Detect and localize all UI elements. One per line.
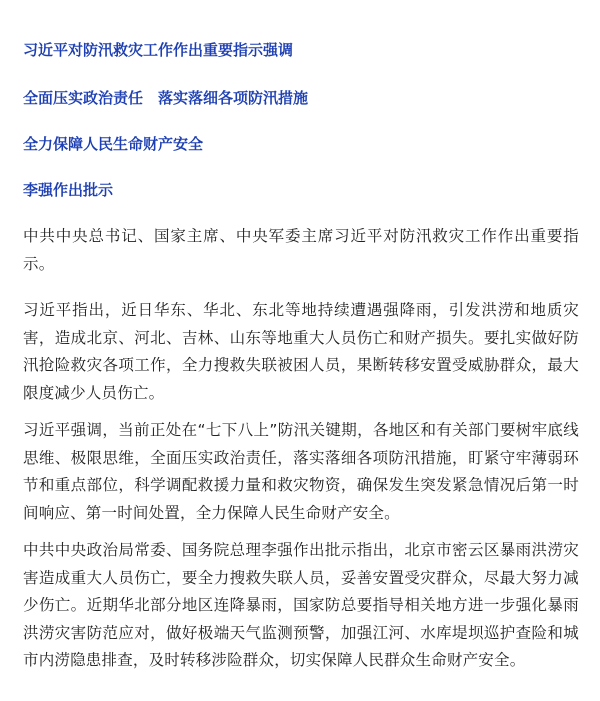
body-paragraph-3: 习近平强调，当前正处在“七下八上”防汛关键期，各地区和有关部门要树牢底线思维、极限思维，全面压实政治责任，落实落细各项防汛措施，盯紧守牢薄弱环节和重点部位，科学调配救援力量和救灾物资，确保发生突发紧急情况后第一时间响应、第一时间处置，全力保障人民生命财产安全。 — [23, 421, 579, 522]
headline-sub-2: 全力保障人民生命财产安全 — [23, 135, 204, 153]
headline-sub-1: 全面压实政治责任 落实落细各项防汛措施 — [23, 89, 309, 107]
body-paragraph-4: 中共中央政治局常委、国务院总理李强作出批示指出，北京市密云区暴雨洪涝灾害造成重大人员伤亡，要全力搜救失联人员，妥善安置受灾群众，尽最大努力减少伤亡。近期华北部分地区连降暴雨，国家防总要指导相关地方进一步强化暴雨洪涝灾害防范应对，做好极端天气监测预警，加强江河、水库堤坝巡护查险和城市内涝隐患排查，及时转移涉险群众，切实保障人民群众生命财产安全。 — [23, 541, 579, 669]
body-paragraph-1: 中共中央总书记、国家主席、中央军委主席习近平对防汛救灾工作作出重要指示。 — [23, 227, 579, 273]
body-paragraph-2: 习近平指出，近日华东、华北、东北等地持续遭遇强降雨，引发洪涝和地质灾害，造成北京、河北、吉林、山东等地重大人员伤亡和财产损失。要扎实做好防汛抢险救灾各项工作，全力搜救失联被困人员，果断转移安置受威胁群众，最大限度减少人员伤亡。 — [23, 301, 579, 402]
headline-main: 习近平对防汛救灾工作作出重要指示强调 — [23, 41, 294, 59]
headline-sub-3: 李强作出批示 — [23, 181, 114, 199]
